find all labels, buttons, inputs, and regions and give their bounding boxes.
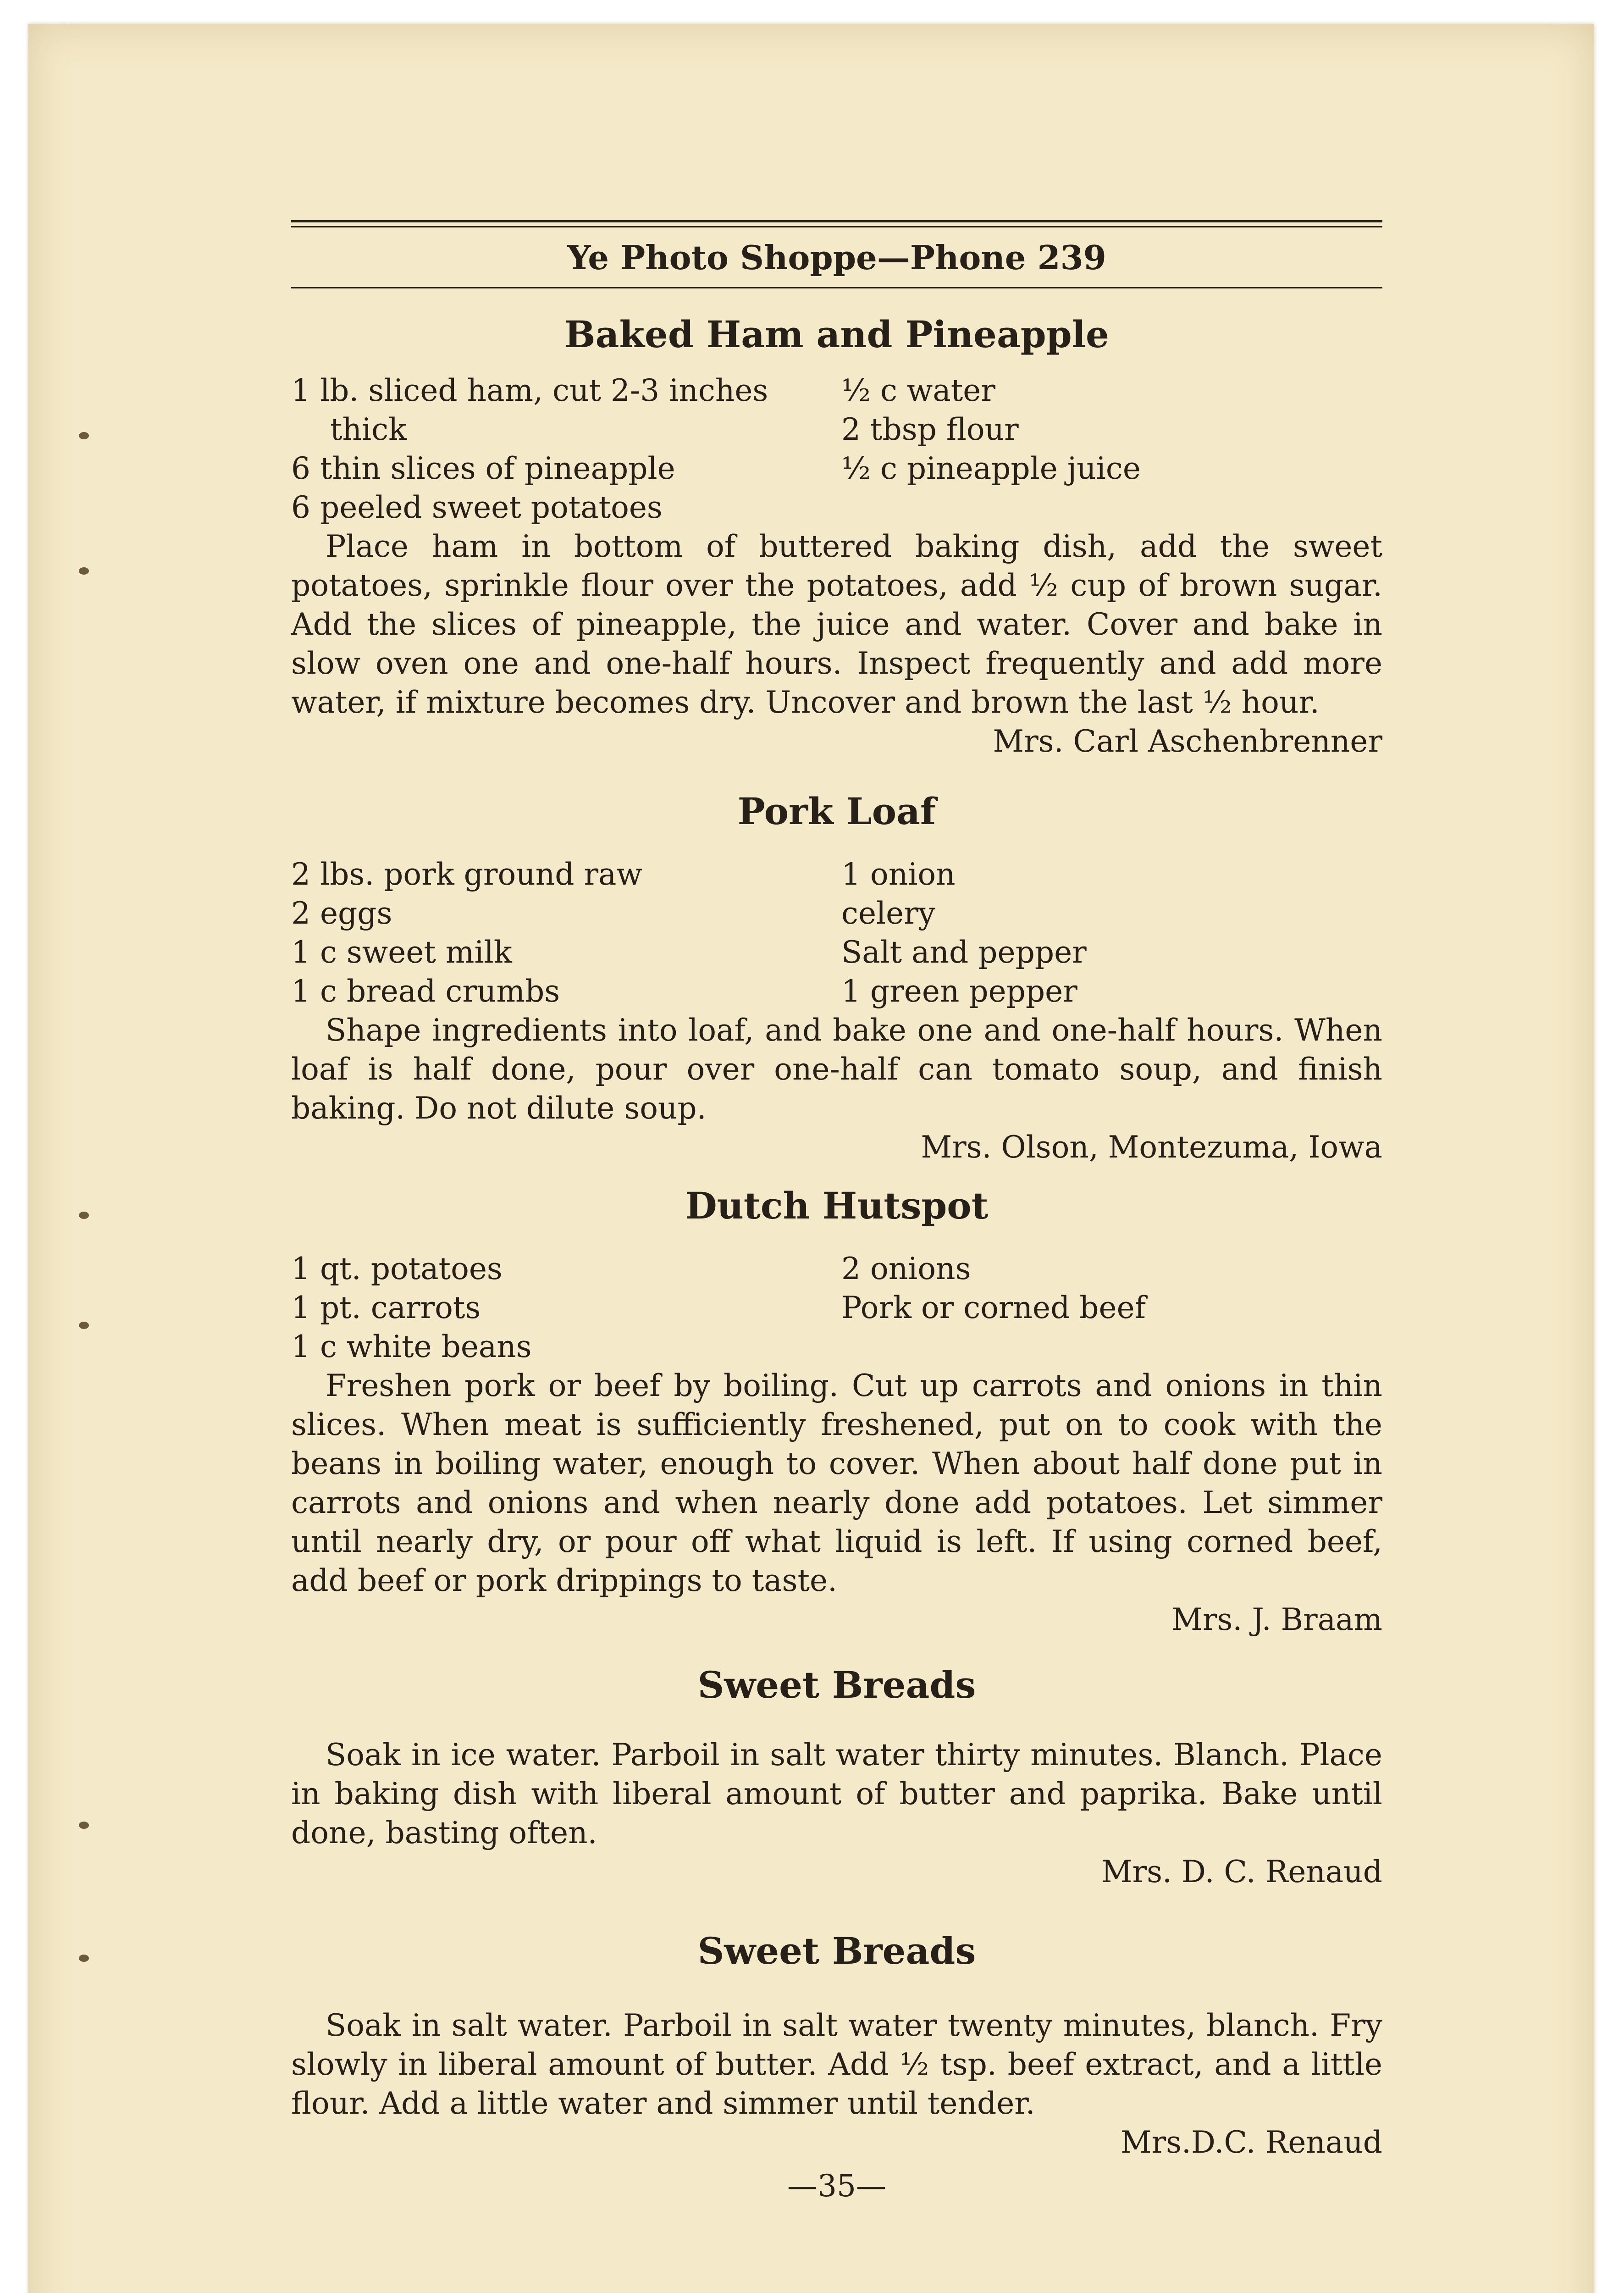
- recipe-author: Mrs. J. Braam: [1171, 1602, 1382, 1637]
- ingredient: Salt and pepper: [841, 935, 1087, 970]
- ingredient: ½ c water: [841, 373, 995, 408]
- recipe-author: Mrs.D.C. Renaud: [1121, 2125, 1382, 2160]
- ingredient: 1 green pepper: [841, 974, 1077, 1009]
- ingredients-left: [291, 855, 841, 1011]
- ingredient: 2 eggs: [291, 896, 392, 931]
- ingredient: 6 peeled sweet potatoes: [291, 490, 663, 525]
- method-text: Shape ingredients into loaf, and bake one and one-half hours. When loaf is half done, pour over one-half can tomato soup, and finish baking. Do not dilute soup.: [291, 1013, 1382, 1126]
- ingredient: thick: [330, 412, 407, 447]
- recipe: [291, 1929, 1382, 2162]
- top-rule: [291, 220, 1382, 222]
- binding-hole: [79, 432, 89, 439]
- ingredient: 2 onions: [841, 1251, 971, 1286]
- method-text: Soak in ice water. Parboil in salt water thirty minutes. Blanch. Place in baking dish with liberal amount of butter and paprika. Bake until done, basting often.: [291, 1737, 1382, 1850]
- recipe: [291, 1184, 1382, 1639]
- recipe-method: [291, 527, 1382, 722]
- ingredients: [291, 855, 1382, 1011]
- recipe-title: Baked Ham and Pineapple: [564, 313, 1109, 356]
- recipe: [291, 313, 1382, 761]
- ingredient: 1 pt. carrots: [291, 1290, 481, 1325]
- ingredients-left: [291, 371, 841, 527]
- recipe-method: [291, 1011, 1382, 1128]
- ingredients: [291, 1249, 1382, 1366]
- ingredient: 1 onion: [841, 857, 956, 892]
- ingredients-right: [841, 855, 1382, 1011]
- method-text: Soak in salt water. Parboil in salt water twenty minutes, blanch. Fry slowly in liberal amount of butter. Add ½ tsp. beef extract, and a little flour. Add a little water and simmer until tender.: [291, 2008, 1382, 2121]
- binding-hole: [79, 1212, 89, 1219]
- recipe-title: Pork Loaf: [737, 790, 936, 833]
- ingredient: celery: [841, 896, 936, 931]
- recipe: [291, 1663, 1382, 1891]
- recipe-title: Sweet Breads: [697, 1663, 976, 1706]
- binding-hole: [79, 1322, 89, 1329]
- recipe-method: [291, 1735, 1382, 1852]
- page-number: —35—: [787, 2168, 886, 2204]
- recipe-method: [291, 2006, 1382, 2123]
- recipe-method: [291, 1366, 1382, 1600]
- ingredients-left: [291, 1249, 841, 1366]
- page-content: [291, 220, 1382, 2205]
- ingredients: [291, 371, 1382, 527]
- method-text: Freshen pork or beef by boiling. Cut up carrots and onions in thin slices. When meat is sufficiently freshened, put on to cook with the beans in boiling water, enough to cover. When about half done put in carrots and onions and when nearly done add potatoes. Let simmer until nearly dry, or pour off what liquid is left. If using corned beef, add beef or pork drippings to taste.: [291, 1368, 1382, 1598]
- header-rule: [291, 287, 1382, 288]
- binding-hole: [79, 1822, 89, 1829]
- recipe-author: Mrs. Carl Aschenbrenner: [993, 724, 1382, 759]
- ingredient: 1 c white beans: [291, 1329, 532, 1364]
- ingredient: 2 lbs. pork ground raw: [291, 857, 642, 892]
- ingredient: ½ c pineapple juice: [841, 451, 1141, 486]
- binding-hole: [79, 567, 89, 575]
- ingredient: 6 thin slices of pineapple: [291, 451, 675, 486]
- recipe: [291, 790, 1382, 1167]
- ingredient: 2 tbsp flour: [841, 412, 1019, 447]
- recipe-title: Sweet Breads: [697, 1929, 976, 1972]
- recipe-author: Mrs. Olson, Montezuma, Iowa: [921, 1130, 1382, 1165]
- recipe-title: Dutch Hutspot: [685, 1184, 989, 1227]
- recipe-author: Mrs. D. C. Renaud: [1101, 1854, 1382, 1889]
- ingredient: Pork or corned beef: [841, 1290, 1146, 1325]
- ingredient: 1 qt. potatoes: [291, 1251, 503, 1286]
- ingredients-right: [841, 1249, 1382, 1366]
- method-text: Place ham in bottom of buttered baking dish, add the sweet potatoes, sprinkle flour over the potatoes, add ½ cup of brown sugar. Add the slices of pineapple, the juice and water. Cover and bake in slow oven one and one-half hours. Inspect frequently and add more water, if mixture becomes dry. Uncover and brown the last ½ hour.: [291, 529, 1382, 720]
- ingredient: 1 lb. sliced ham, cut 2-3 inches: [291, 373, 768, 408]
- ingredient: 1 c bread crumbs: [291, 974, 560, 1009]
- ingredients-right: [841, 371, 1382, 527]
- page-header: Ye Photo Shoppe—Phone 239: [567, 238, 1106, 277]
- ingredient: 1 c sweet milk: [291, 935, 512, 970]
- binding-hole: [79, 1955, 89, 1962]
